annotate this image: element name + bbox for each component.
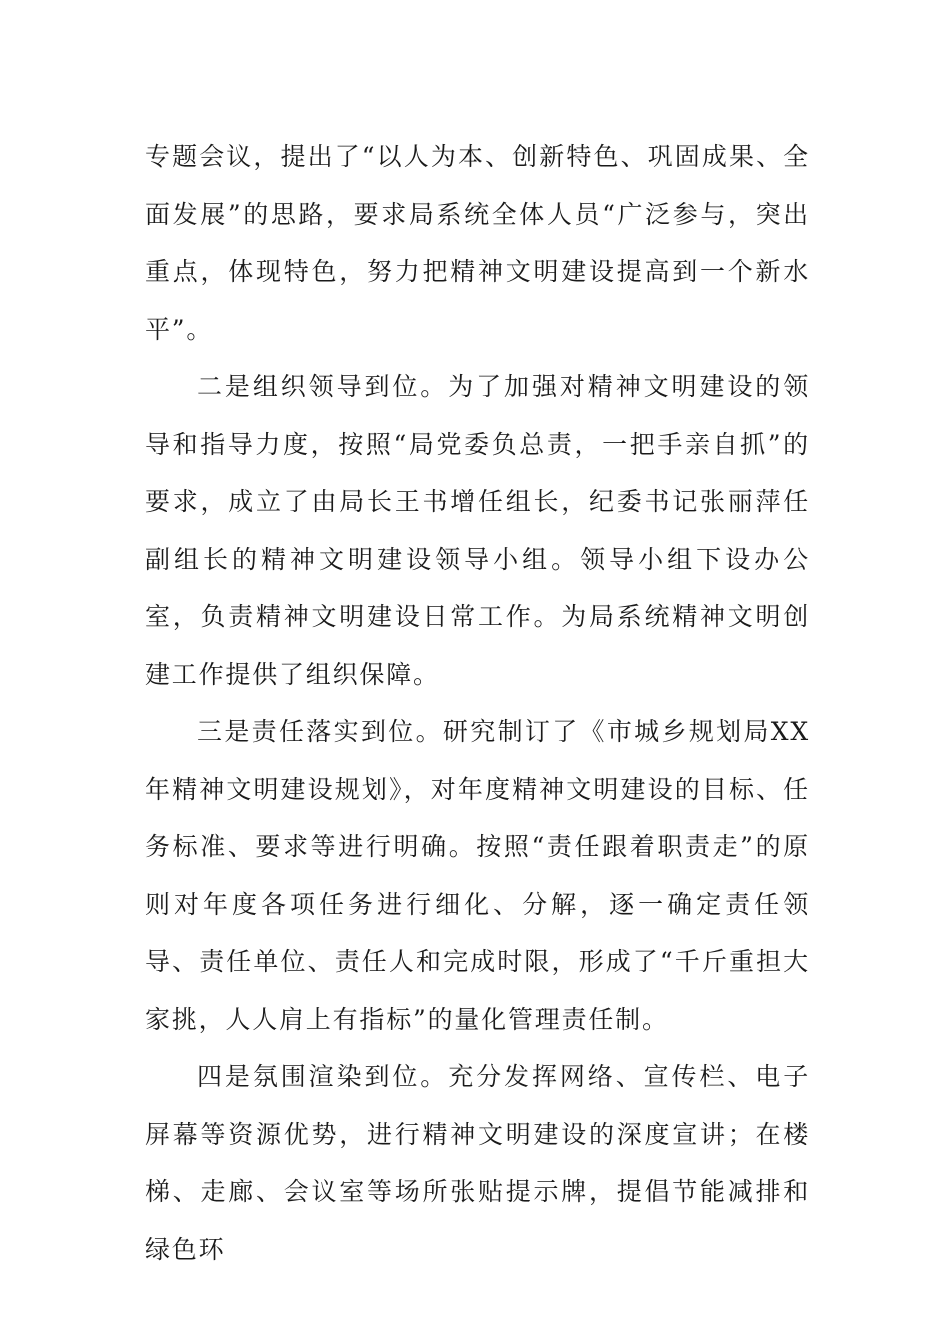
paragraph-continuation: 专题会议，提出了“以人为本、创新特色、巩固成果、全面发展”的思路，要求局系统全体人员“广泛参与，突出重点，体现特色，努力把精神文明建设提高到一个新水平”。 <box>145 142 810 344</box>
paragraph-atmosphere: 四是氛围渲染到位。充分发挥网络、宣传栏、电子屏幕等资源优势，进行精神文明建设的深度宣讲；在楼梯、走廊、会议室等场所张贴提示牌，提倡节能减排和绿色环 <box>145 1062 810 1264</box>
paragraph-responsibility: 三是责任落实到位。研究制订了《市城乡规划局XX年精神文明建设规划》，对年度精神文明建设的目标、任务标准、要求等进行明确。按照“责任跟着职责走”的原则对年度各项任务进行细化、分解，逐一确定责任领导、责任单位、责任人和完成时限，形成了“千斤重担大家挑，人人肩上有指标”的量化管理责任制。 <box>145 717 810 1034</box>
document-body <box>145 128 810 1278</box>
paragraph-organization-leadership: 二是组织领导到位。为了加强对精神文明建设的领导和指导力度，按照“局党委负总责，一把手亲自抓”的要求，成立了由局长王书增任组长，纪委书记张丽萍任副组长的精神文明建设领导小组。领导小组下设办公室，负责精神文明建设日常工作。为局系统精神文明创建工作提供了组织保障。 <box>145 372 810 689</box>
